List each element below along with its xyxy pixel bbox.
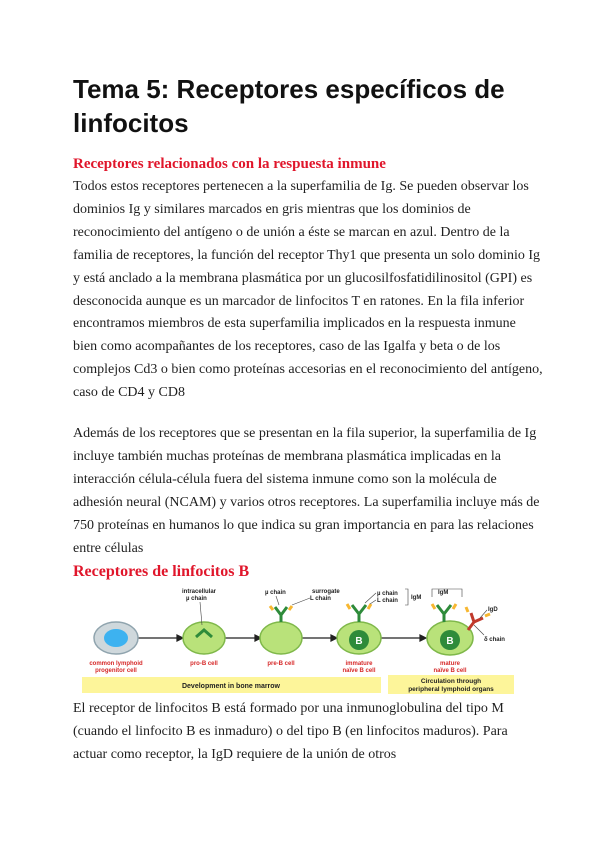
mature-b-cell [427, 604, 490, 655]
label-immature-2: naïve B cell [342, 668, 376, 674]
mature-nucleus-label: B [446, 636, 454, 647]
igd-light [466, 607, 490, 616]
arrow-4-head [420, 635, 426, 641]
cell-labels [89, 661, 467, 674]
annotation-intracellular: intracellular [182, 589, 217, 595]
label-progenitor-2: progenitor cell [95, 668, 137, 674]
annotation-surrogate: surrogate [312, 589, 340, 595]
mature-igm-light [432, 604, 456, 609]
pre-b-cell [260, 606, 302, 654]
igd-delta-chain [468, 613, 483, 630]
pro-b-cell-body [183, 622, 225, 654]
annotation-igm: IgM [411, 595, 422, 601]
arrow-1-head [177, 635, 183, 641]
peripheral-label-1: Circulation through [420, 678, 482, 685]
page-title: Tema 5: Receptores específicos de linfocitos [73, 74, 505, 138]
b-cell-development-figure [80, 585, 522, 695]
annotation-mu-chain-2: µ chain [377, 591, 398, 597]
igm-bracket [405, 589, 408, 605]
annotation-igd: IgD [488, 607, 498, 613]
leader-delta [474, 625, 484, 635]
pro-b-cell [183, 622, 225, 654]
paragraph-ig-superfamily-members: Además de los receptores que se presentan en la fila superior, la superfamilia de Ig incluye también muchas proteínas de membrana plasmática implicadas en la interacción célula-célula fuera del sistema inmune como son la molécula de adhesión neural (NCAM) y varios otros receptores. La superfamilia incluye más de 750 proteínas en humanos lo que indica su gran importancia en para las relaciones entre células [73, 426, 540, 556]
progenitor-nucleus [104, 629, 128, 647]
annotation-l-chain: L chain [377, 598, 398, 604]
paragraph-ig-superfamily: Todos estos receptores pertenecen a la superfamilia de Ig. Se pueden observar los dominios Ig y similares marcados en gris mientras que los dominios de reconocimiento del antígeno o de unión a éste se marcan en azul. Dentro de la familia de receptores, la función del receptor Thy1 que presenta un solo dominio Ig y está anclado a la membrana plasmática por un glucosilfosfatidilinositol (GPI) es desconocida aunque es un marcador de linfocitos T en ratones. En la fila inferior encontramos miembros de esta superfamilia implicados en la respuesta inmune bien como acompañantes de los receptores, caso de las Igalfa y beta o de los complejos Cd3 o bien como proteínas accesorias en el reconocimiento del antígeno, caso de CD4 y CD8 [73, 179, 543, 401]
leader-surrogate [292, 598, 310, 605]
b-cell-development-diagram [80, 585, 522, 695]
label-mature-2: naïve B cell [433, 668, 467, 674]
leader-mu [276, 596, 279, 605]
igm-light [347, 604, 371, 609]
section-heading-immune-receptors: Receptores relacionados con la respuesta inmune [73, 156, 386, 172]
paragraph-b-cell-receptor: El receptor de linfocitos B está formado por una inmunoglobulina del tipo M (cuando el linfocito B es inmaduro) o del tipo B (en linfocitos maduros). Para actuar como receptor, la IgD requiere de la unión de otros [73, 701, 508, 762]
annotation-igm-2: IgM [438, 590, 449, 596]
surrogate-light-chain [270, 606, 292, 610]
immature-nucleus-label: B [355, 636, 363, 647]
mature-igm-heavy [437, 605, 451, 622]
pre-bcr-heavy [275, 607, 287, 622]
annotation-intracellular-mu: µ chain [186, 596, 207, 602]
annotation-surrogate-l: L chain [310, 596, 331, 602]
section-heading-b-cell-receptors: Receptores de linfocitos B [73, 563, 250, 580]
bone-marrow-label: Development in bone marrow [181, 683, 281, 690]
annotation-delta-chain: δ chain [484, 637, 505, 643]
label-progenitor-1: common lymphoid [89, 661, 143, 667]
label-immature-1: immature [345, 661, 373, 667]
progenitor-cell [94, 622, 138, 654]
peripheral-label-2: peripheral lymphoid organs [408, 686, 494, 693]
leader-l [370, 600, 376, 604]
pre-b-cell-body [260, 622, 302, 654]
label-mature-1: mature [439, 661, 461, 667]
annotation-mu-chain: µ chain [265, 590, 286, 596]
leader-mu-2 [365, 593, 376, 603]
label-pre-b: pre-B cell [267, 661, 295, 667]
arrow-3-head [331, 635, 337, 641]
label-pro-b: pro-B cell [190, 661, 218, 667]
immature-b-cell [337, 604, 381, 654]
igm-heavy [352, 605, 366, 622]
